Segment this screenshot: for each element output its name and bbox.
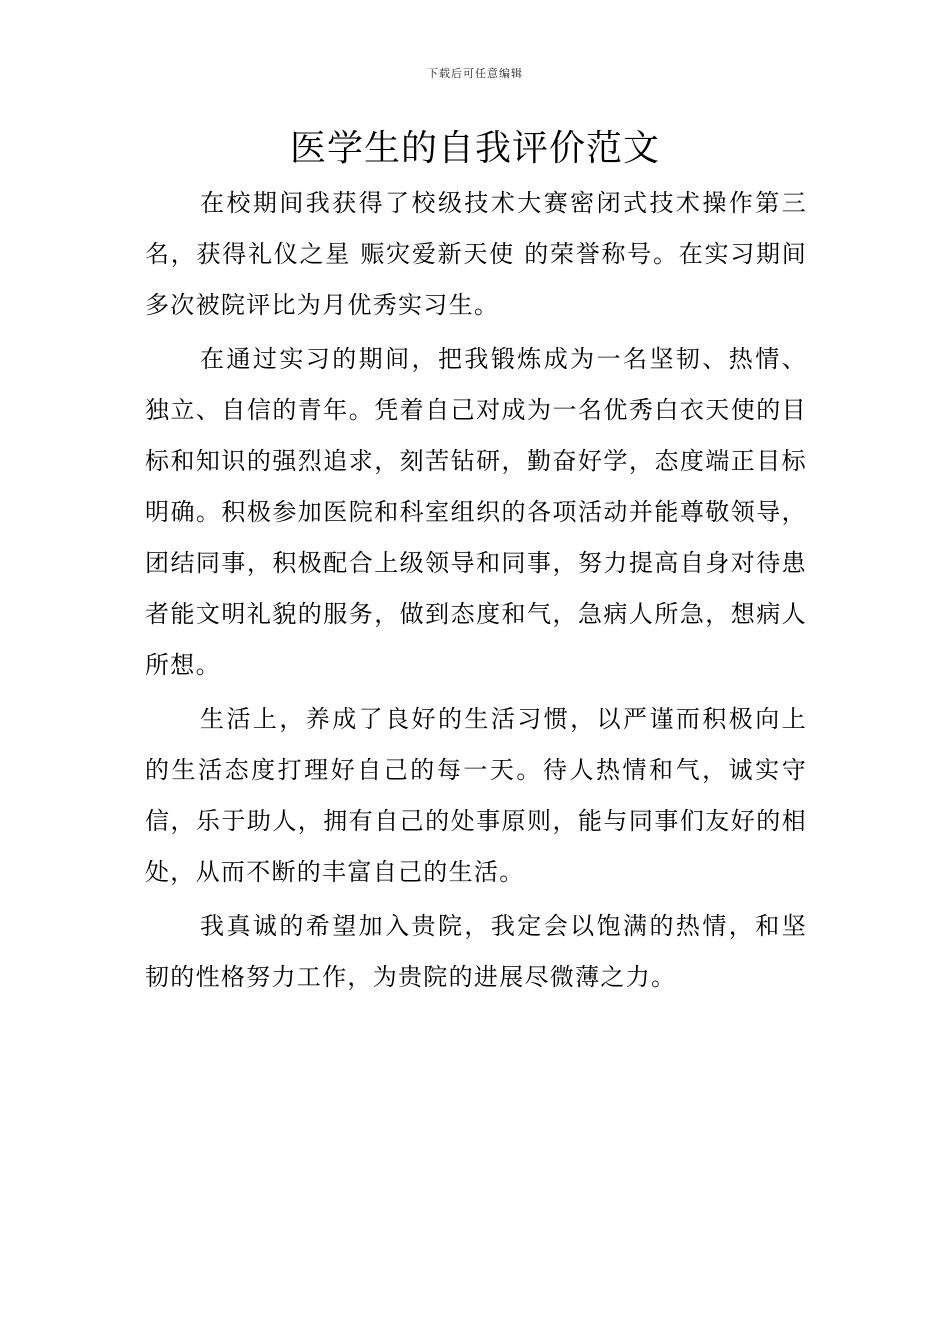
paragraph-life: 生活上，养成了良好的生活习惯，以严谨而积极向上的生活态度打理好自己的每一天。待人热情和气，诚实守信，乐于助人，拥有自己的处事原则，能与同事们友好的相处，从而不断的丰富自己的生活。 xyxy=(145,705,807,886)
header-note: 下载后可任意编辑 xyxy=(427,67,523,80)
document-title: 医学生的自我评价范文 xyxy=(289,128,660,169)
document-body xyxy=(145,178,807,1006)
paragraph-closing: 我真诚的希望加入贵院，我定会以饱满的热情，和坚韧的性格努力工作，为贵院的进展尽微薄之力。 xyxy=(145,912,807,991)
paragraph-awards: 在校期间我获得了校级技术大赛密闭式技术操作第三名，获得礼仪之星 赈灾爱新天使 的荣誉称号。在实习期间多次被院评比为月优秀实习生。 xyxy=(145,189,807,319)
paragraph-internship: 在通过实习的期间，把我锻炼成为一名坚韧、热情、独立、自信的青年。凭着自己对成为一名优秀白衣天使的目标和知识的强烈追求，刻苦钻研，勤奋好学，态度端正目标明确。积极参加医院和科室组织的各项活动并能尊敬领导，团结同事，积极配合上级领导和同事，努力提高自身对待患者能文明礼貌的服务，做到态度和气，急病人所急，想病人所想。 xyxy=(145,345,807,679)
